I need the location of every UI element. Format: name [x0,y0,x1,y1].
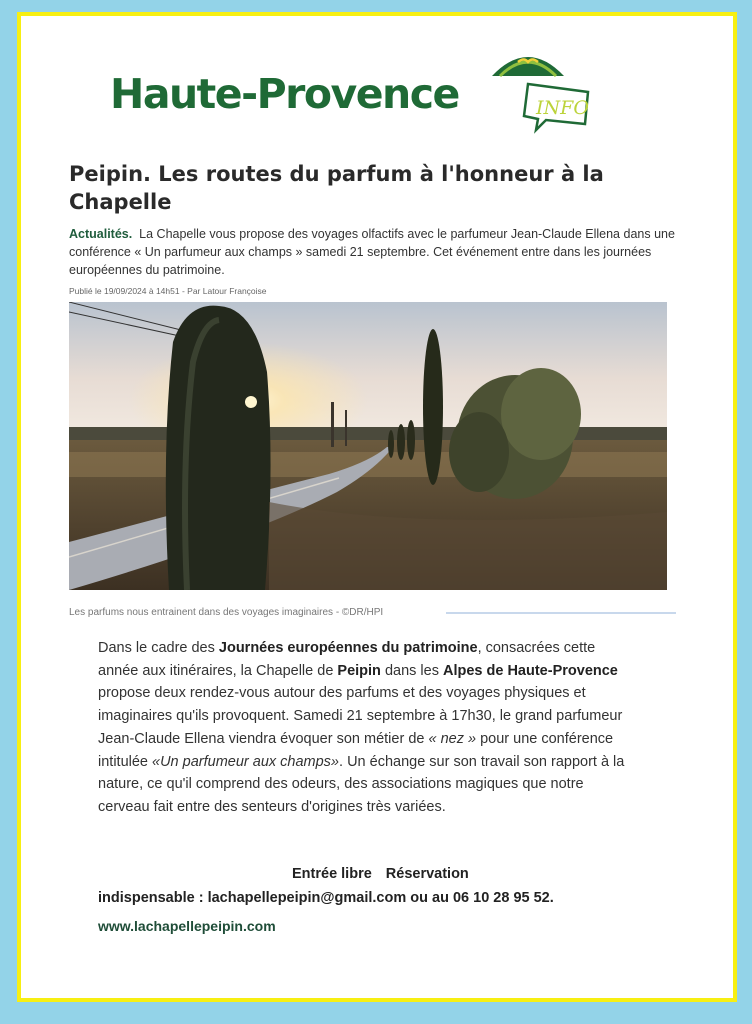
article-body [98,637,628,819]
lead-text: La Chapelle vous propose des voyages olfactifs avec le parfumeur Jean-Claude Ellena dans une conférence « Un parfumeur aux champs » samedi 21 septembre. Cet événement entre dans les journées européennes du patrimoine. [69,227,675,277]
caption-divider [446,612,676,614]
sun-bird-logo-icon [488,36,598,136]
body-text: dans les [380,662,443,679]
category-link[interactable]: Actualités. [69,227,133,241]
photo-caption: Les parfums nous entrainent dans des voyages imaginaires - ©DR/HPI [69,607,384,618]
article-lead [69,225,681,279]
article-title: Peipin. Les routes du parfum à l'honneur à la Chapelle [69,162,604,214]
body-bold: Alpes de Haute-Provence [443,662,618,679]
article-photo[interactable] [69,302,667,590]
body-bold: Peipin [337,662,381,679]
body-text: propose deux rendez-vous autour des parfums et des voyages physiques et imaginaires qu'ils provoquent. Samedi 21 septembre à 17h30, le grand parfumeur Jean-Claude Ellena viendra évoquer son métier de [98,685,623,747]
publish-meta: Publié le 19/09/2024 à 14h51 - Par Latour Françoise [69,286,267,296]
site-logo[interactable] [110,36,590,136]
logo-badge-text: INFO [536,97,589,119]
logo-wordmark: Haute-Provence [110,70,459,118]
entry-label: Entrée libre [292,866,372,882]
body-text: Dans le cadre des [98,640,219,656]
body-text: . Un échange sur son travail son rapport à la nature, ce qu'il comprend des odeurs, des associations magiques que notre cerveau fait entre des senteurs d'origines très variées. [98,753,625,815]
practical-info [98,862,658,910]
reservation-label: Réservation [385,866,469,882]
body-italic: « nez » [428,730,477,747]
body-italic: «Un parfumeur aux champs» [152,753,340,770]
body-paragraph [98,637,628,819]
info-row [98,862,658,886]
body-bold: Journées européennes du patrimoine [218,640,478,656]
website-link[interactable]: www.lachapellepeipin.com [98,918,276,934]
reservation-details: indispensable : lachapellepeipin@gmail.com ou au 06 10 28 95 52. [98,890,554,906]
body-text: , consacrées cette année aux itinéraires, la Chapelle de [98,640,596,679]
body-text: pour une conférence intitulée [98,730,614,770]
